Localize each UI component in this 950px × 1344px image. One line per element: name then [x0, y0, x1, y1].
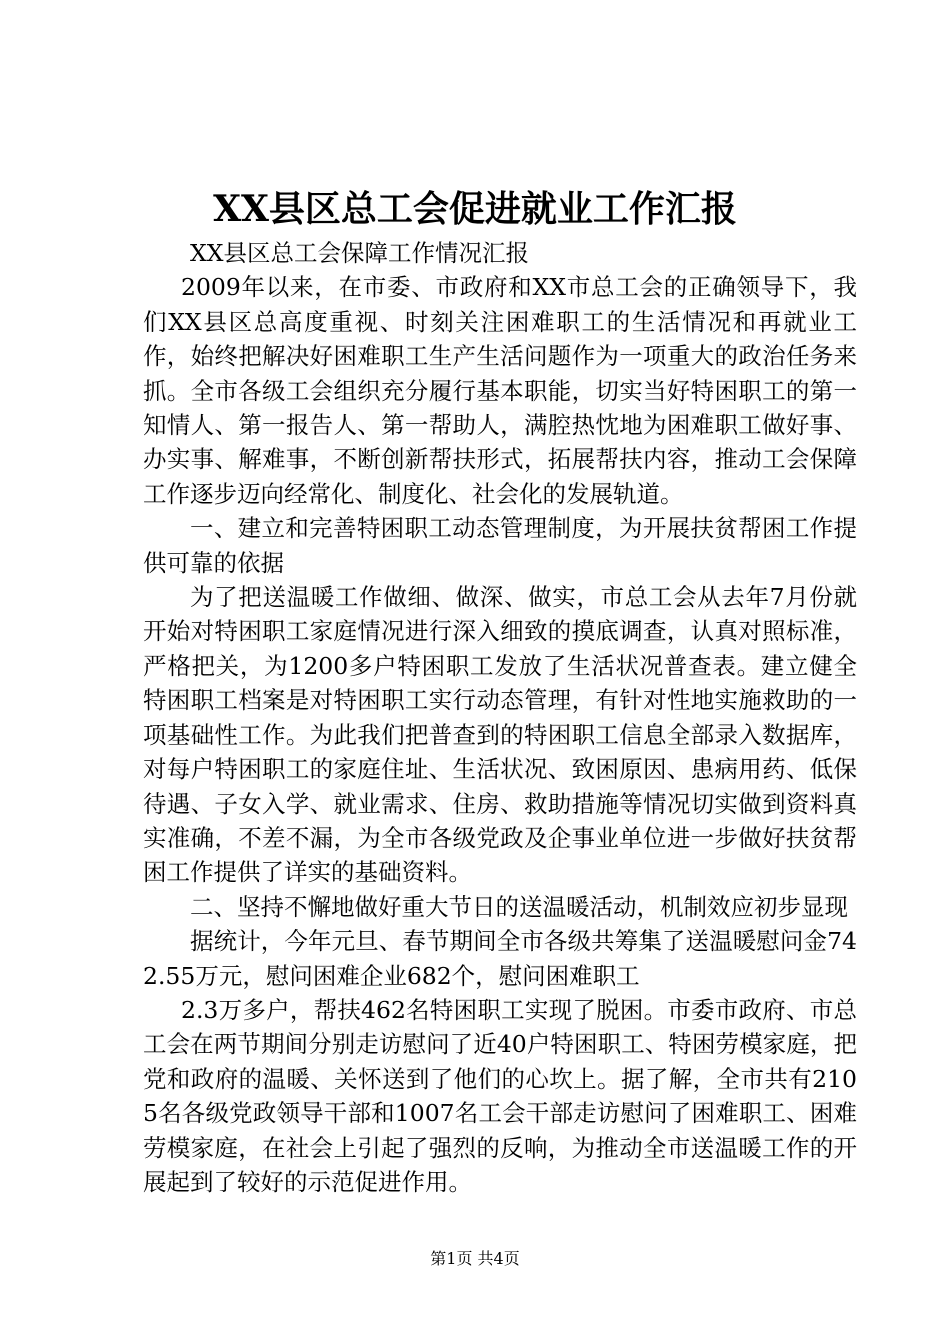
section-heading-1: 一、建立和完善特困职工动态管理制度，为开展扶贫帮困工作提供可靠的依据: [143, 514, 857, 577]
section-1-paragraph: 为了把送温暖工作做细、做深、做实，市总工会从去年7月份就开始对特困职工家庭情况进行深入细致的摸底调查，认真对照标准，严格把关，为1200多户特困职工发放了生活状况普查表。建立健全特困职工档案是对特困职工实行动态管理，有针对性地实施救助的一项基础性工作。为此我们把普查到的特困职工信息全部录入数据库，对每户特困职工的家庭住址、生活状况、致困原因、患病用药、低保待遇、子女入学、就业需求、住房、救助措施等情况切实做到资料真实准确，不差不漏，为全市各级党政及企事业单位进一步做好扶贫帮困工作提供了详实的基础资料。: [143, 583, 857, 887]
page-title: XX县区总工会促进就业工作汇报: [213, 188, 737, 230]
section-2-paragraph: 据统计，今年元旦、春节期间全市各级共筹集了送温暖慰问金742.55万元，慰问困难企业682个，慰问困难职工: [143, 927, 857, 990]
page-footer: 第1页 共4页: [430, 1249, 520, 1268]
section-2-continuation: 2.3万多户，帮扶462名特困职工实现了脱困。市委市政府、市总工会在两节期间分别走访慰问了近40户特困职工、特困劳模家庭，把党和政府的温暖、关怀送到了他们的心坎上。据了解，全市共有2105名各级党政领导干部和1007名工会干部走访慰问了困难职工、困难劳模家庭，在社会上引起了强烈的反响，为推动全市送温暖工作的开展起到了较好的示范促进作用。: [143, 995, 857, 1196]
subtitle-paragraph: XX县区总工会保障工作情况汇报: [190, 239, 529, 267]
document-body: [143, 236, 857, 1199]
section-heading-2: 二、坚持不懈地做好重大节日的送温暖活动，机制效应初步显现: [190, 892, 848, 921]
intro-paragraph: 2009年以来，在市委、市政府和XX市总工会的正确领导下，我们XX县区总高度重视、时刻关注困难职工的生活情况和再就业工作，始终把解决好困难职工生产生活问题作为一项重大的政治任务来抓。全市各级工会组织充分履行基本职能，切实当好特困职工的第一知情人、第一报告人、第一帮助人，满腔热忱地为困难职工做好事、办实事、解难事，不断创新帮扶形式，拓展帮扶内容，推动工会保障工作逐步迈向经常化、制度化、社会化的发展轨道。: [143, 273, 857, 508]
